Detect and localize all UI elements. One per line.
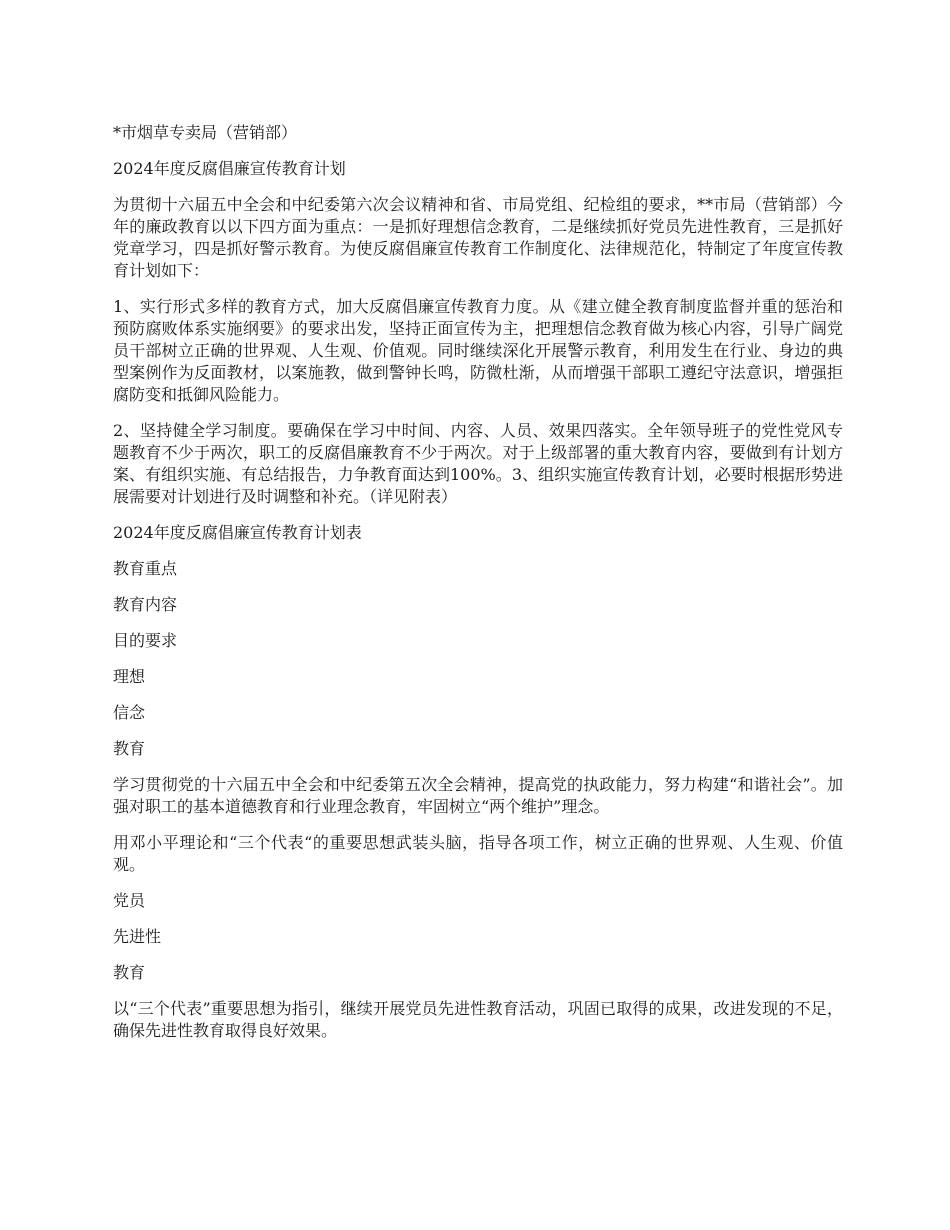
column-header-content: 教育内容 bbox=[113, 595, 178, 614]
ideal-focus-line-1: 理想 bbox=[113, 667, 146, 686]
point-2-paragraph: 2、坚持健全学习制度。要确保在学习中时间、内容、人员、效果四落实。全年领导班子的党性党风专题教育不少于两次，职工的反腐倡廉教育不少于两次。对于上级部署的重大教育内容，要做到有计划方案、有组织实施、有总结报告，力争教育面达到100%。3、组织实施宣传教育计划，必要时根据形势进展需要对计划进行及时调整和补充。（详见附表） bbox=[113, 421, 843, 506]
org-name: *市烟草专卖局（营销部） bbox=[113, 123, 298, 142]
intro-paragraph: 为贯彻十六届五中全会和中纪委第六次会议精神和省、市局党组、纪检组的要求，**市局（营销部）今年的廉政教育以以下四方面为重点：一是抓好理想信念教育，二是继续抓好党员先进性教育，三是抓好党章学习，四是抓好警示教育。为使反腐倡廉宣传教育工作制度化、法律规范化，特制定了年度宣传教育计划如下： bbox=[113, 195, 843, 280]
table-title: 2024年度反腐倡廉宣传教育计划表 bbox=[113, 523, 362, 542]
ideal-content: 学习贯彻党的十六届五中全会和中纪委第五次全会精神，提高党的执政能力，努力构建“和谐社会”。加强对职工的基本道德教育和行业理念教育，牢固树立“两个维护”理念。 bbox=[113, 775, 843, 816]
ideal-focus-line-3: 教育 bbox=[113, 739, 146, 758]
party-focus-line-3: 教育 bbox=[113, 963, 146, 982]
document-body bbox=[113, 122, 843, 1056]
plan-title: 2024年度反腐倡廉宣传教育计划 bbox=[113, 159, 346, 178]
point-1-paragraph: 1、实行形式多样的教育方式，加大反腐倡廉宣传教育力度。从《建立健全教育制度监督并重的惩治和预防腐败体系实施纲要》的要求出发，坚持正面宣传为主，把理想信念教育做为核心内容，引导广阔党员干部树立正确的世界观、人生观、价值观。同时继续深化开展警示教育，利用发生在行业、身边的典型案例作为反面教材，以案施教，做到警钟长鸣，防微杜渐，从而增强干部职工遵纪守法意识，增强拒腐防变和抵御风险能力。 bbox=[113, 297, 843, 404]
column-header-focus: 教育重点 bbox=[113, 559, 178, 578]
column-header-goal: 目的要求 bbox=[113, 631, 178, 650]
party-focus-line-1: 党员 bbox=[113, 891, 146, 910]
party-content: 以“三个代表”重要思想为指引，继续开展党员先进性教育活动，巩固已取得的成果，改进发现的不足，确保先进性教育取得良好效果。 bbox=[113, 999, 843, 1040]
ideal-focus-line-2: 信念 bbox=[113, 703, 146, 722]
ideal-goal: 用邓小平理论和“三个代表“的重要思想武装头脑，指导各项工作，树立正确的世界观、人生观、价值观。 bbox=[113, 833, 843, 874]
party-focus-line-2: 先进性 bbox=[113, 927, 162, 946]
